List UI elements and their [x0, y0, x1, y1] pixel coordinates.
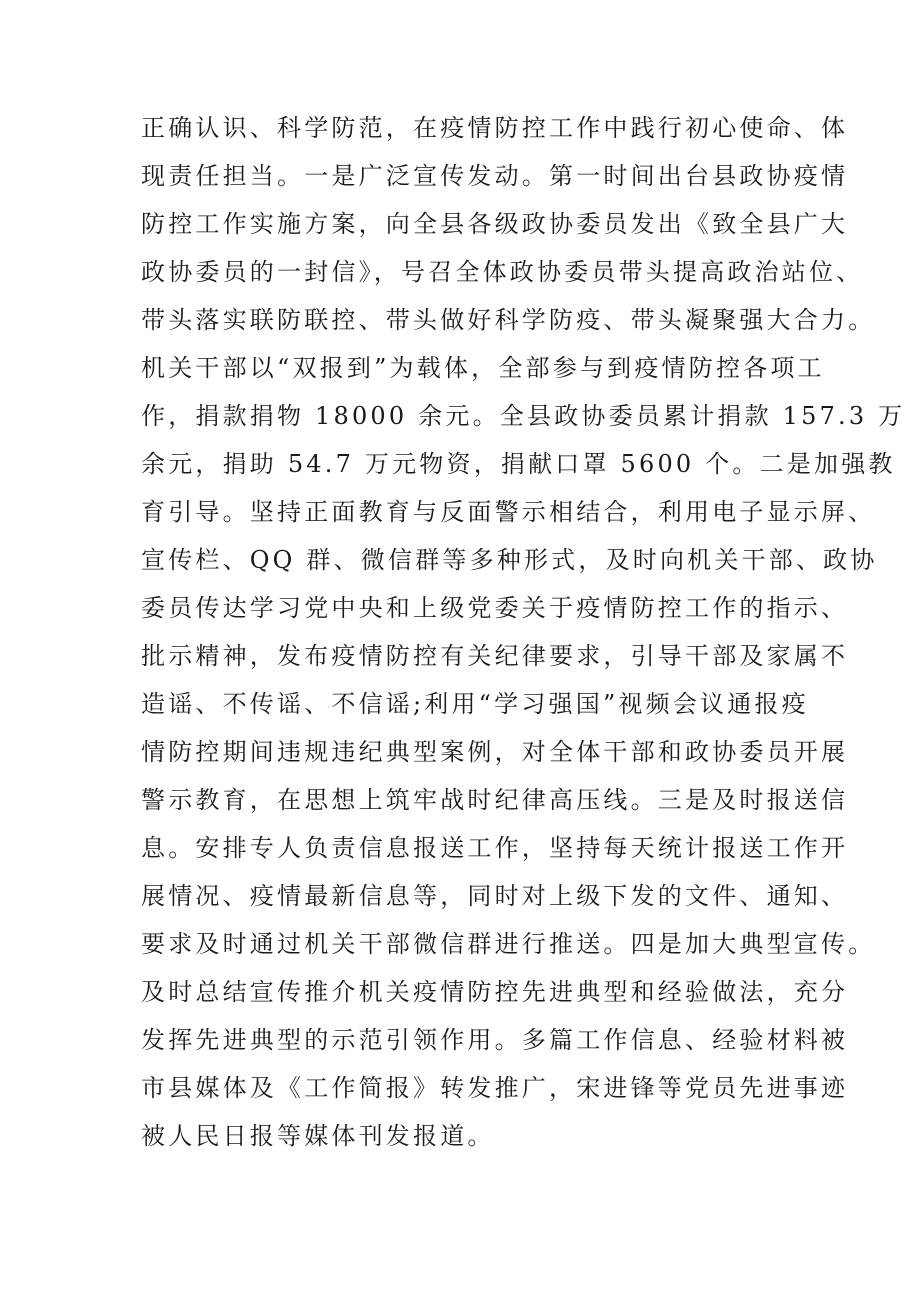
text-line-6: 机关干部以“双报到”为载体，全部参与到疫情防控各项工: [141, 354, 825, 382]
text-line-10: 宣传栏、QQ 群、微信群等多种形式，及时向机关干部、政协: [141, 546, 878, 574]
text-line-19: 及时总结宣传推介机关疫情防控先进典型和经验做法，充分: [141, 978, 849, 1006]
text-line-20: 发挥先进典型的示范引领作用。多篇工作信息、经验材料被: [141, 1026, 849, 1054]
body-paragraph: [141, 104, 906, 1160]
text-line-1: 正确认识、科学防范，在疫情防控工作中践行初心使命、体: [141, 114, 849, 142]
text-line-18: 要求及时通过机关干部微信群进行推送。四是加大典型宣传。: [141, 930, 876, 958]
text-line-12: 批示精神，发布疫情防控有关纪律要求，引导干部及家属不: [141, 642, 849, 670]
text-line-22: 被人民日报等媒体刊发报道。: [141, 1122, 495, 1150]
text-line-11: 委员传达学习党中央和上级党委关于疫情防控工作的指示、: [141, 594, 849, 622]
text-line-5: 带头落实联防联控、带头做好科学防疫、带头凝聚强大合力。: [141, 306, 876, 334]
text-line-15: 警示教育，在思想上筑牢战时纪律高压线。三是及时报送信: [141, 786, 849, 814]
text-line-21: 市县媒体及《工作简报》转发推广，宋进锋等党员先进事迹: [141, 1074, 849, 1102]
text-line-9: 育引导。坚持正面教育与反面警示相结合，利用电子显示屏、: [141, 498, 876, 526]
text-line-13: 造谣、不传谣、不信谣;利用“学习强国”视频会议通报疫: [141, 690, 809, 718]
text-line-7: 作，捐款捐物 18000 余元。全县政协委员累计捐款 157.3 万: [141, 402, 906, 430]
text-line-17: 展情况、疫情最新信息等，同时对上级下发的文件、通知、: [141, 882, 849, 910]
text-line-3: 防控工作实施方案，向全县各级政协委员发出《致全县广大: [141, 210, 849, 238]
text-line-2: 现责任担当。一是广泛宣传发动。第一时间出台县政协疫情: [141, 162, 849, 190]
text-line-14: 情防控期间违规违纪典型案例，对全体干部和政协委员开展: [141, 738, 849, 766]
text-line-8: 余元，捐助 54.7 万元物资，捐献口罩 5600 个。二是加强教: [141, 450, 896, 478]
text-line-16: 息。安排专人负责信息报送工作，坚持每天统计报送工作开: [141, 834, 849, 862]
text-line-4: 政协委员的一封信》，号召全体政协委员带头提高政治站位、: [141, 258, 864, 286]
